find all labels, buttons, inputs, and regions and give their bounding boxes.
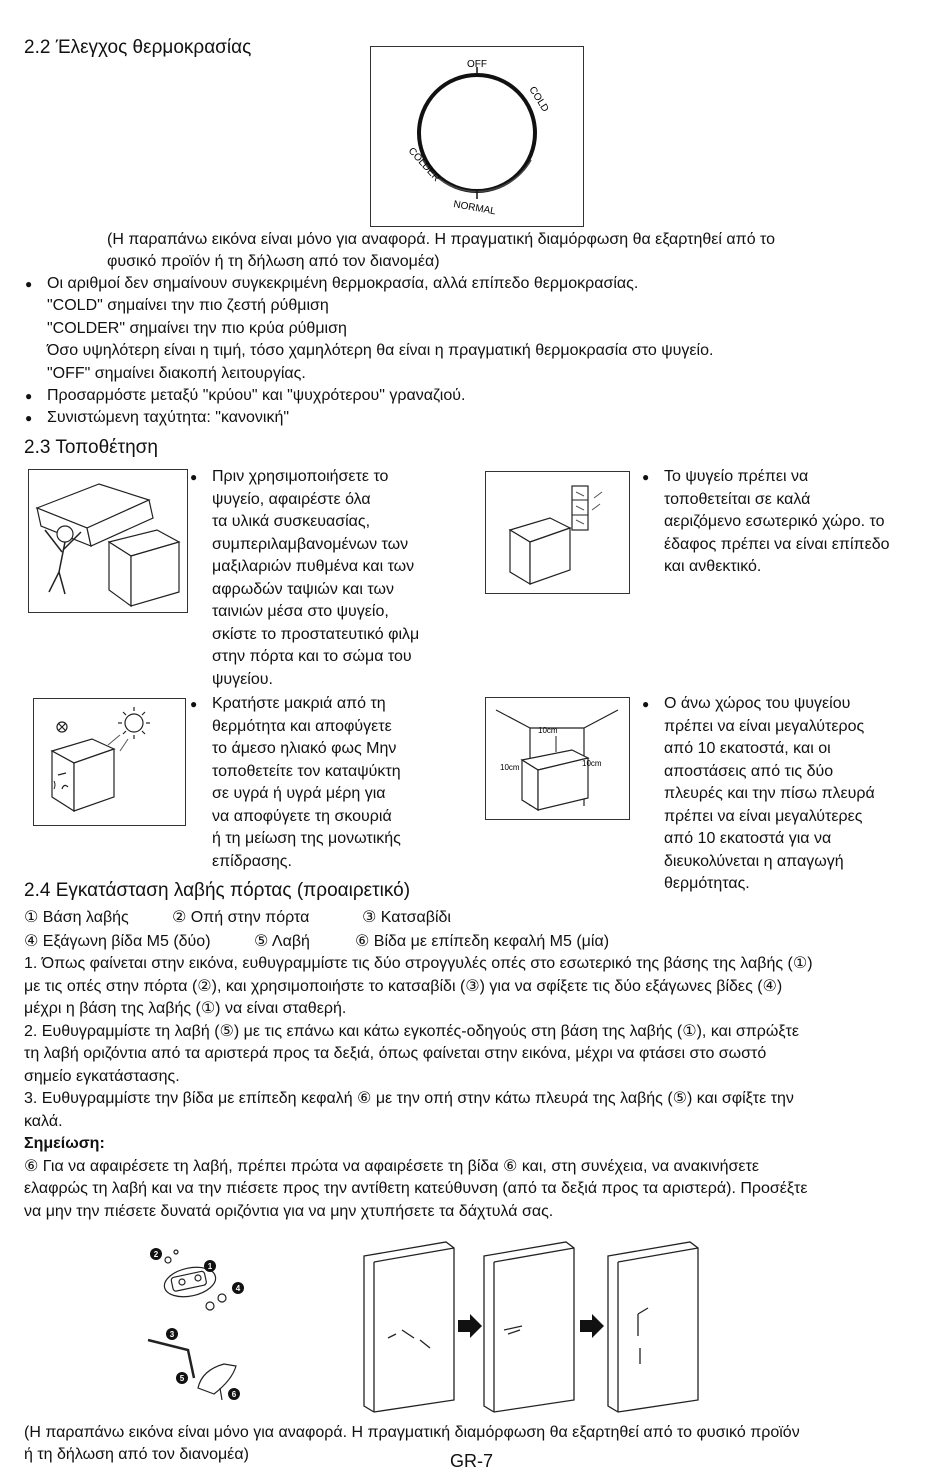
text-line: ή τη μείωση της μονωτικής	[212, 830, 401, 847]
part-2: ② Οπή στην πόρτα	[172, 909, 310, 926]
text-line: τα υλικά συσκευασίας,	[212, 513, 371, 530]
thermostat-dial-figure	[370, 46, 584, 227]
clearance-top-label: 10cm	[538, 726, 558, 735]
text-line: ● Πριν χρησιμοποιήσετε το	[212, 466, 419, 489]
note-line: να μην την πιέσετε δυνατά οριζόντια για να μην χτυπήσετε τα δάχτυλά σας.	[24, 1202, 554, 1220]
note-line: ελαφρώς τη λαβή και να την πιέσετε προς την αντίθετη κατεύθυνση (από τα δεξιά προς τα αριστερά). Προσέξτε	[24, 1180, 808, 1197]
step-line: σημείο εγκατάστασης.	[24, 1067, 180, 1085]
text-line: μαξιλαριών πυθμένα και των	[212, 558, 415, 575]
install-steps	[24, 953, 934, 1223]
text-line: πρέπει να είναι μεγαλύτερες	[664, 807, 863, 825]
callout-4: 4	[235, 1284, 241, 1293]
step-line: τη λαβή οριζόντια από τα αριστερά προς τα δεξιά, όπως φαίνεται στην εικόνα, μέχρι να φτάσει στο σωστό	[24, 1045, 767, 1062]
text-line: έδαφος πρέπει να είναι επίπεδο	[664, 535, 890, 553]
text-line: πλευρές και την πίσω πλευρά	[664, 785, 875, 802]
page-number: GR-7	[450, 1451, 494, 1471]
callout-2: 2	[153, 1250, 159, 1259]
text-line: θερμότητας.	[664, 875, 750, 892]
text-line: τοποθετείτε τον καταψύκτη	[212, 762, 401, 780]
callout-3: 3	[169, 1330, 175, 1339]
text-line: διευκολύνεται η απαγωγή	[664, 852, 844, 870]
step-line: 2. Ευθυγραμμίστε τη λαβή (⑤) με τις επάνω και κάτω εγκοπές-οδηγούς στη βάση της λαβής (①), και σπρώξτε	[24, 1022, 799, 1040]
handle-parts-figure	[140, 1238, 280, 1410]
colder-meaning: "COLDER" σημαίνει την πιο κρύα ρύθμιση	[47, 320, 347, 337]
heat-sun-figure	[33, 698, 186, 826]
off-meaning: "OFF" σημαίνει διακοπή λειτουργίας.	[47, 365, 306, 382]
footer-note-line-2: ή τη δήλωση από τον διανομέα)	[24, 1446, 249, 1463]
cold-meaning: "COLD" σημαίνει την πιο ζεστή ρύθμιση	[47, 297, 329, 314]
dial-note-line-2: φυσικό προϊόν ή τη δήλωση από τον διανομέα)	[107, 253, 440, 270]
text-line: πρέπει να είναι μεγαλύτερος	[664, 717, 865, 735]
text-line: αφρωδών ταψιών και των	[212, 580, 394, 598]
text-line: ● Κρατήστε μακριά από τη	[212, 693, 401, 716]
clearance-text	[664, 693, 875, 896]
unpacking-figure	[28, 469, 188, 613]
ventilation-text	[664, 466, 890, 579]
text-line: αποστάσεις από τις δύο	[664, 762, 834, 780]
ventilation-figure	[485, 471, 630, 594]
text-line: από 10 εκατοστά για να	[664, 830, 832, 847]
part-6: ⑥ Βίδα με επίπεδη κεφαλή M5 (μία)	[355, 933, 610, 950]
part-4: ④ Εξάγωνη βίδα M5 (δύο)	[24, 933, 211, 950]
text-line: ταινιών μέσα στο ψυγείο,	[212, 603, 389, 620]
step-line: 1. Όπως φαίνεται στην εικόνα, ευθυγραμμίστε τις δύο στρογγυλές οπές στο εσωτερικό της βάσης της λαβής (①)	[24, 955, 813, 972]
text-line: ψυγείου.	[212, 670, 273, 688]
door-sequence-figure	[358, 1238, 708, 1414]
callout-1: 1	[207, 1262, 213, 1271]
part-3: ③ Κατσαβίδι	[362, 909, 451, 926]
section-title-2-2: 2.2 Έλεγχος θερμοκρασίας	[24, 37, 252, 58]
callout-5: 5	[179, 1374, 185, 1383]
text-line: στην πόρτα και το σώμα του	[212, 648, 412, 665]
text-line: και ανθεκτικό.	[664, 558, 762, 575]
dial-off-label: OFF	[467, 59, 487, 70]
text-line: θερμότητα και αποφύγετε	[212, 717, 392, 735]
dial-normal-label: NORMAL	[452, 199, 497, 218]
text-line: σκίστε το προστατευτικό φιλμ	[212, 625, 420, 643]
clearance-left-label: 10cm	[500, 763, 520, 772]
step-line: με τις οπές στην πόρτα (②), και χρησιμοποιήστε το κατσαβίδι (③) για να σφίξετε τις δύο εξάγωνες βίδες (④)	[24, 977, 783, 995]
text-line: τοποθετείται σε καλά	[664, 490, 811, 508]
section-title-2-4: 2.4 Εγκατάσταση λαβής πόρτας (προαιρετικό)	[24, 880, 411, 901]
dial-colder-label: COLDER	[405, 145, 442, 184]
part-1: ① Βάση λαβής	[24, 909, 129, 926]
value-meaning: Όσο υψηλότερη είναι η τιμή, τόσο χαμηλότερη θα είναι η πραγματική θερμοκρασία στο ψυγείο.	[47, 342, 714, 359]
bullet-recommended: ● Συνιστώμενη ταχύτητα: "κανονική"	[47, 407, 289, 430]
clearance-right-label: 10cm	[582, 759, 602, 768]
footer-note-line-1: (Η παραπάνω εικόνα είναι μόνο για αναφορά. Η πραγματική διαμόρφωση θα εξαρτηθεί από το φυσικό προϊόν	[24, 1424, 800, 1441]
text-line: ● Το ψυγείο πρέπει να	[664, 466, 890, 489]
text-line: σε υγρά ή υγρά μέρη για	[212, 785, 386, 802]
unpacking-text	[212, 466, 419, 691]
note-title: Σημείωση:	[24, 1135, 105, 1152]
bullet-numbers: ● Οι αριθμοί δεν σημαίνουν συγκεκριμένη θερμοκρασία, αλλά επίπεδο θερμοκρασίας.	[47, 273, 638, 296]
text-line: συμπεριλαμβανομένων των	[212, 535, 409, 553]
section-title-2-3: 2.3 Τοποθέτηση	[24, 437, 158, 458]
text-line: να αποφύγετε τη σκουριά	[212, 807, 392, 825]
dial-note-line-1: (Η παραπάνω εικόνα είναι μόνο για αναφορά. Η πραγματική διαμόρφωση θα εξαρτηθεί από το	[107, 231, 776, 248]
part-5: ⑤ Λαβή	[254, 933, 310, 950]
dial-cold-label: COLD	[526, 84, 551, 115]
step-line: μέχρι η βάση της λαβής (①) να είναι σταθερή.	[24, 1000, 347, 1017]
step-line: καλά.	[24, 1112, 63, 1130]
text-line: επίδρασης.	[212, 852, 292, 870]
callout-6: 6	[231, 1390, 237, 1399]
text-line: ψυγείο, αφαιρέστε όλα	[212, 490, 371, 508]
text-line: το άμεσο ηλιακό φως Μην	[212, 740, 397, 757]
heat-text	[212, 693, 401, 873]
clearance-figure	[485, 697, 630, 820]
step-line: 3. Ευθυγραμμίστε την βίδα με επίπεδη κεφαλή ⑥ με την οπή στην κάτω πλευρά της λαβής (⑤) και σφίξτε την	[24, 1090, 794, 1107]
text-line: ● Ο άνω χώρος του ψυγείου	[664, 693, 875, 716]
text-line: αεριζόμενο εσωτερικό χώρο. το	[664, 513, 885, 530]
text-line: από 10 εκατοστά, και οι	[664, 740, 831, 757]
note-line: ⑥ Για να αφαιρέσετε τη λαβή, πρέπει πρώτα να αφαιρέσετε τη βίδα ⑥ και, στη συνέχεια, να ανακινήσετε	[24, 1157, 759, 1175]
bullet-adjust: ● Προσαρμόστε μεταξύ "κρύου" και "ψυχρότερου" γραναζιού.	[47, 385, 465, 408]
